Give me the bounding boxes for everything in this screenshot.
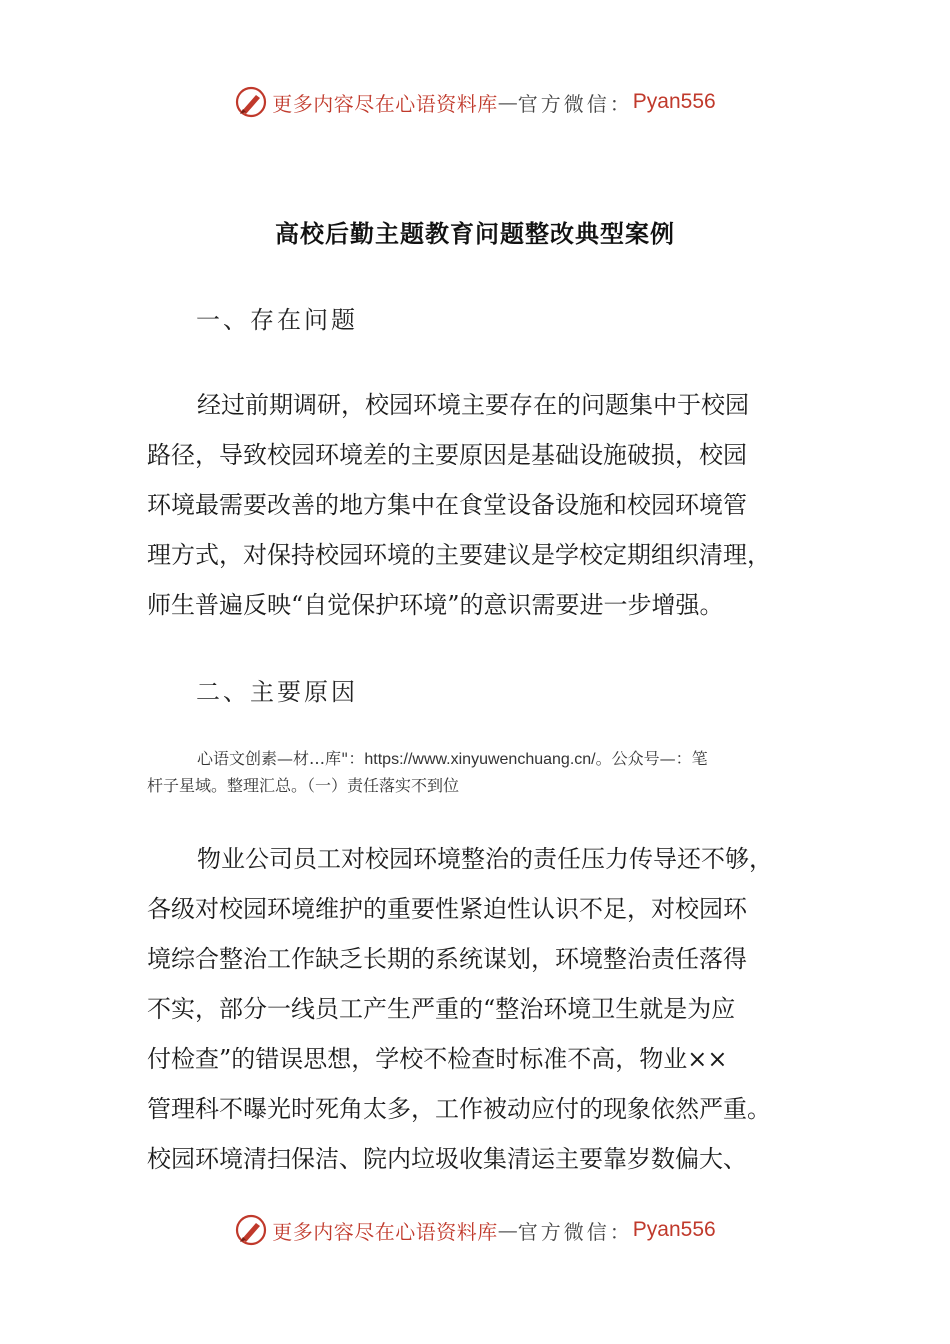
paragraph-line: 师生普遍反映“自觉保护环境”的意识需要进一步增强。 [147, 591, 724, 619]
wechat-id: Pyan556 [632, 90, 716, 113]
wechat-label: 官方微信： [517, 1219, 633, 1244]
wechat-id: Pyan556 [632, 1218, 716, 1241]
wechat-label: 官方微信： [517, 91, 633, 116]
note-suffix: 。公众号—：笔 [595, 749, 708, 768]
source-note [147, 746, 807, 799]
library-name: 更多内容尽在心语资料库 [272, 1219, 498, 1244]
note-url-link[interactable]: https://www.xinyuwenchuang.cn/ [364, 751, 596, 768]
pen-nib-circle-icon [234, 1213, 268, 1247]
section-heading-causes: 二、主要原因 [196, 678, 358, 706]
note-line-2: 杆子星域。整理汇总。（一）责任落实不到位 [147, 776, 460, 795]
paragraph-line: 不实，部分一线员工产生严重的“整治环境卫生就是为应 [147, 995, 736, 1023]
paragraph-line: 环境最需要改善的地方集中在食堂设备设施和校园环境管 [147, 491, 747, 519]
paragraph-line: 管理科不曝光时死角太多，工作被动应付的现象依然严重。 [147, 1095, 771, 1123]
paragraph-line: 各级对校园环境维护的重要性紧迫性认识不足，对校园环 [147, 895, 747, 923]
causes-paragraph [147, 834, 807, 1184]
document-title: 高校后勤主题教育问题整改典型案例 [275, 220, 675, 248]
header-watermark [0, 80, 950, 124]
separator-dash: — [497, 1218, 518, 1242]
footer-watermark [0, 1208, 950, 1252]
section-heading-problems: 一、存在问题 [196, 306, 358, 334]
library-name: 更多内容尽在心语资料库 [272, 91, 498, 116]
paragraph-line: 物业公司员工对校园环境整治的责任压力传导还不够， [197, 845, 773, 873]
paragraph-line: 路径，导致校园环境差的主要原因是基础设施破损，校园 [147, 441, 747, 469]
separator-dash: — [497, 90, 518, 114]
paragraph-line: 校园环境清扫保洁、院内垃圾收集清运主要靠岁数偏大、 [147, 1145, 747, 1173]
paragraph-line: 理方式，对保持校园环境的主要建议是学校定期组织清理， [147, 541, 771, 569]
note-line-1 [147, 746, 807, 773]
pen-nib-circle-icon [234, 85, 268, 119]
paragraph-line: 境综合整治工作缺乏长期的系统谋划，环境整治责任落得 [147, 945, 747, 973]
paragraph-line: 经过前期调研，校园环境主要存在的问题集中于校园 [197, 391, 749, 419]
problems-paragraph [147, 380, 807, 630]
note-prefix: 心语文创素—材…库"： [197, 749, 365, 768]
paragraph-line: 付检查”的错误思想，学校不检查时标准不高，物业×× [147, 1045, 728, 1073]
